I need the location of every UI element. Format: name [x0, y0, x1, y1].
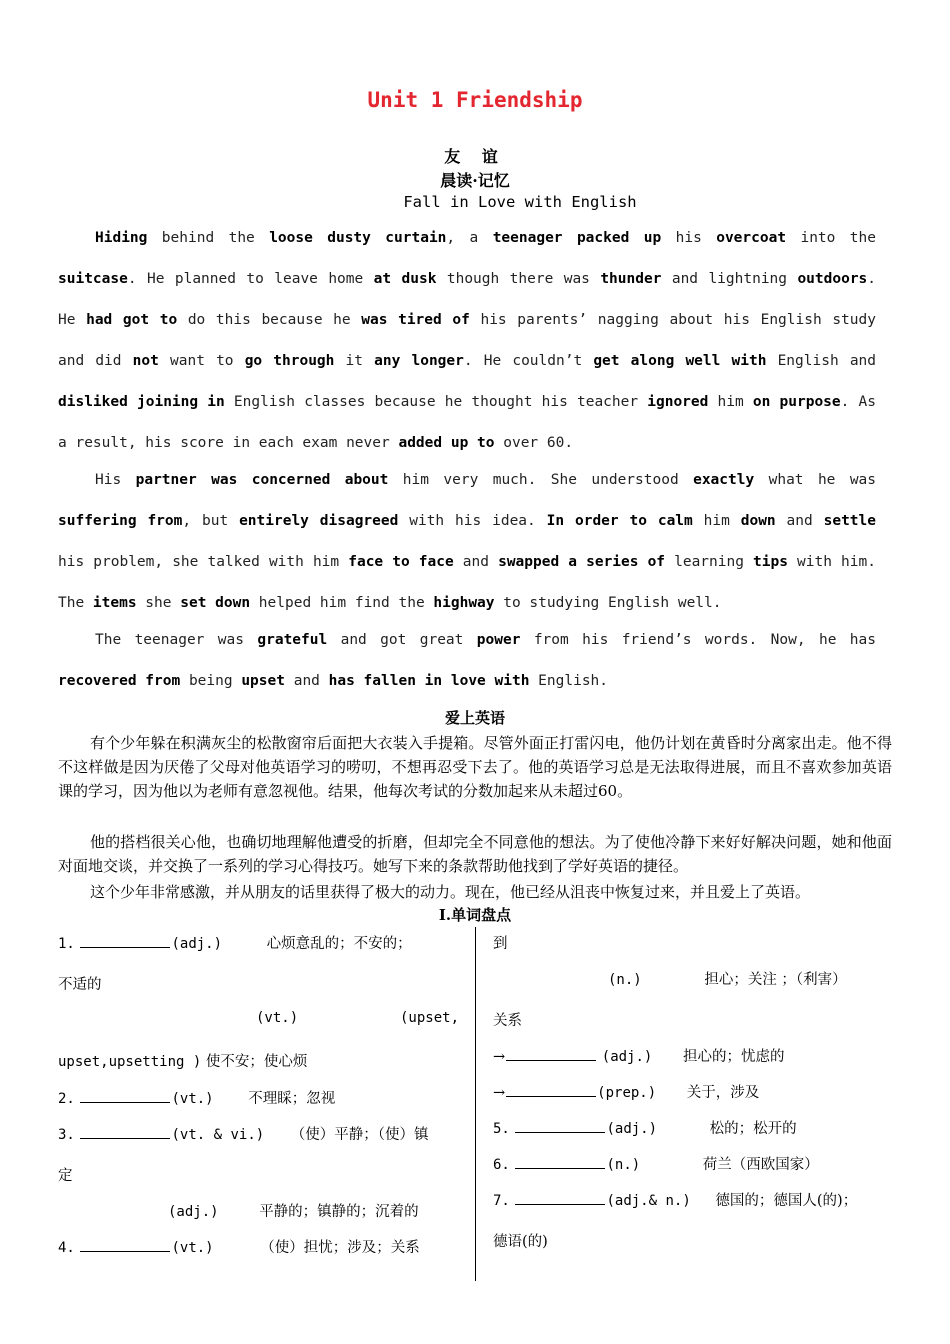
key-phrase: had got to [86, 312, 178, 328]
vocab-item-4: 4. (vt.) （使）担忧；涉及；关系 [58, 1236, 420, 1257]
chinese-paragraph-1: 有个少年躲在积满灰尘的松散窗帘后面把大衣装入手提箱。尽管外面正打雷闪电，他仍计划在黄昏时分离家出走。他不得不这样做是因为厌倦了父母对他英语学习的唠叨，不想再忍受下去了。他的英语学习总是无法取得进展，而且不喜欢参加英语课的学习，因为他以为老师有意忽视他。结果，他每次考试的分数加起来从未超过60。 [58, 734, 892, 800]
text-run: though there was [436, 271, 601, 287]
key-phrase: settle [823, 513, 876, 529]
key-phrase: at dusk [373, 271, 437, 287]
key-phrase: suitcase [58, 271, 128, 287]
text-run: behind the [147, 230, 270, 246]
english-paragraph-2 [58, 460, 876, 624]
text-run: do this because he [177, 312, 362, 328]
key-phrase: upset [241, 673, 285, 689]
vocabulary-section-heading: Ⅰ.单词盘点 [438, 906, 512, 924]
vocab-item-4-adj: → (adj.) 担心的；忧虑的 [493, 1045, 784, 1066]
text-run: what he was [754, 472, 877, 488]
text-run: to studying English well. [494, 595, 722, 611]
key-phrase: go through [244, 353, 335, 369]
text-run: and got great [327, 632, 477, 648]
english-paragraph-3 [58, 620, 876, 702]
key-phrase: not [132, 353, 159, 369]
vocab-item-4-noun: (n.) 担心；关注 ；（利害） [608, 972, 847, 988]
key-phrase: set down [180, 595, 251, 611]
text-run: . As a result, his score in each exam never [58, 394, 876, 451]
text-run: with him. The [58, 554, 876, 611]
key-phrase: suffering from [58, 513, 183, 529]
key-phrase: added up to [398, 435, 495, 451]
text-run: English. [529, 673, 609, 689]
answer-blank[interactable] [515, 1118, 605, 1133]
text-run: learning [665, 554, 754, 570]
text-run: and [284, 673, 329, 689]
key-phrase: get along well with [593, 353, 767, 369]
text-run: and [453, 554, 499, 570]
text-run: him [692, 513, 741, 529]
text-run: she [136, 595, 181, 611]
key-phrase: any longer [374, 353, 464, 369]
chinese-translation-heading: 爱上英语 [444, 709, 505, 727]
vocab-item-4-noun-cont: 关系 [493, 1013, 522, 1029]
answer-blank[interactable] [515, 1190, 605, 1205]
key-phrase: exactly [693, 472, 755, 488]
vocab-item-3-adj: (adj.) 平静的；镇静的；沉着的 [168, 1204, 419, 1220]
text-run: his [661, 230, 717, 246]
text-run: and [775, 513, 824, 529]
vocab-item-7: 7. (adj.& n.) 德国的；德国人(的)； [493, 1189, 857, 1210]
key-phrase: Hiding [95, 230, 148, 246]
text-run: , a [446, 230, 493, 246]
text-run: over 60. [494, 435, 574, 451]
key-phrase: down [740, 513, 776, 529]
key-phrase: face to face [348, 554, 454, 570]
text-run: his parents’ nagging about his English study and did [58, 312, 876, 369]
vocab-item-1-cont: 不适的 [58, 977, 102, 993]
vocab-item-6: 6. (n.) 荷兰（西欧国家） [493, 1153, 819, 1174]
page-title: Unit 1 Friendship [367, 88, 583, 112]
text-run: him [708, 394, 753, 410]
text-run: . He [58, 271, 877, 328]
key-phrase: entirely disagreed [239, 513, 399, 529]
key-phrase: outdoors [797, 271, 868, 287]
text-run: and lightning [661, 271, 798, 287]
vocab-item-5: 5. (adj.) 松的；松开的 [493, 1117, 797, 1138]
text-run: with his idea. [398, 513, 547, 529]
english-paragraph-1 [58, 218, 876, 464]
english-subtitle: Fall in Love with English [403, 193, 637, 211]
morning-reading-heading: 晨读·记忆 [440, 171, 510, 190]
key-phrase: In order to calm [546, 513, 693, 529]
text-run: His [95, 472, 136, 488]
text-run: English and [766, 353, 877, 369]
vocab-item-4-prep: → (prep.) 关于，涉及 [493, 1081, 759, 1102]
key-phrase: grateful [257, 632, 328, 648]
text-run: . He couldn’t [463, 353, 594, 369]
answer-blank[interactable] [80, 1088, 170, 1103]
key-phrase: ignored [647, 394, 709, 410]
text-run: The teenager was [95, 632, 258, 648]
key-phrase: loose dusty curtain [269, 230, 447, 246]
text-run: into the [786, 230, 876, 246]
text-run: being [180, 673, 242, 689]
text-run: his problem, she talked with him [58, 554, 349, 570]
key-phrase: overcoat [716, 230, 787, 246]
key-phrase: recovered from [58, 673, 181, 689]
text-run: . He planned to leave home [127, 271, 374, 287]
answer-blank[interactable] [80, 933, 170, 948]
key-phrase: power [476, 632, 521, 648]
key-phrase: tips [753, 554, 788, 570]
text-run: from his friend’s words. Now, he has [520, 632, 877, 648]
key-phrase: disliked joining in [58, 394, 225, 410]
chinese-paragraph-3: 这个少年非常感激，并从朋友的话里获得了极大的动力。现在，他已经从沮丧中恢复过来，并且爱上了英语。 [90, 883, 811, 901]
answer-blank[interactable] [506, 1082, 596, 1097]
key-phrase: partner was concerned about [135, 472, 389, 488]
column-divider [475, 927, 476, 1281]
chinese-title: 友 谊 [444, 147, 506, 166]
text-run: want to [158, 353, 245, 369]
answer-blank[interactable] [515, 1154, 605, 1169]
key-phrase: has fallen in love with [328, 673, 530, 689]
key-phrase: teenager packed up [492, 230, 662, 246]
key-phrase: thunder [600, 271, 662, 287]
vocab-item-4-cont: 到 [493, 936, 508, 952]
answer-blank[interactable] [80, 1237, 170, 1252]
chinese-paragraph-2: 他的搭档很关心他，也确切地理解他遭受的折磨，但却完全不同意他的想法。为了使他冷静下来好好解决问题，她和他面对面地交谈，并交换了一系列的学习心得技巧。她写下来的条款帮助他找到了学好英语的捷径。 [58, 833, 892, 875]
vocab-item-7-cont: 德语(的) [493, 1234, 548, 1250]
key-phrase: was tired of [361, 312, 470, 328]
vocab-item-1-forms-cont: upset,upsetting ) 使不安；使心烦 [58, 1054, 308, 1070]
key-phrase: on purpose [752, 394, 841, 410]
vocab-item-3-cont: 定 [58, 1168, 73, 1184]
vocab-item-3: 3. (vt. & vi.) （使）平静；（使）镇 [58, 1123, 429, 1144]
vocab-item-1-pos2: (vt.) [256, 1010, 299, 1026]
text-run: English classes because he thought his teacher [224, 394, 648, 410]
text-run: him very much. She understood [388, 472, 694, 488]
key-phrase: highway [433, 595, 495, 611]
text-run: , but [182, 513, 240, 529]
answer-blank[interactable] [506, 1046, 596, 1061]
text-run: it [334, 353, 375, 369]
answer-blank[interactable] [80, 1124, 170, 1139]
vocab-item-1-forms: (upset, [400, 1010, 460, 1026]
vocab-item-2: 2. (vt.) 不理睬；忽视 [58, 1087, 335, 1108]
key-phrase: swapped a series of [498, 554, 666, 570]
vocab-item-1: 1. (adj.) 心烦意乱的；不安的； [58, 932, 412, 953]
key-phrase: items [92, 595, 137, 611]
text-run: helped him find the [250, 595, 434, 611]
